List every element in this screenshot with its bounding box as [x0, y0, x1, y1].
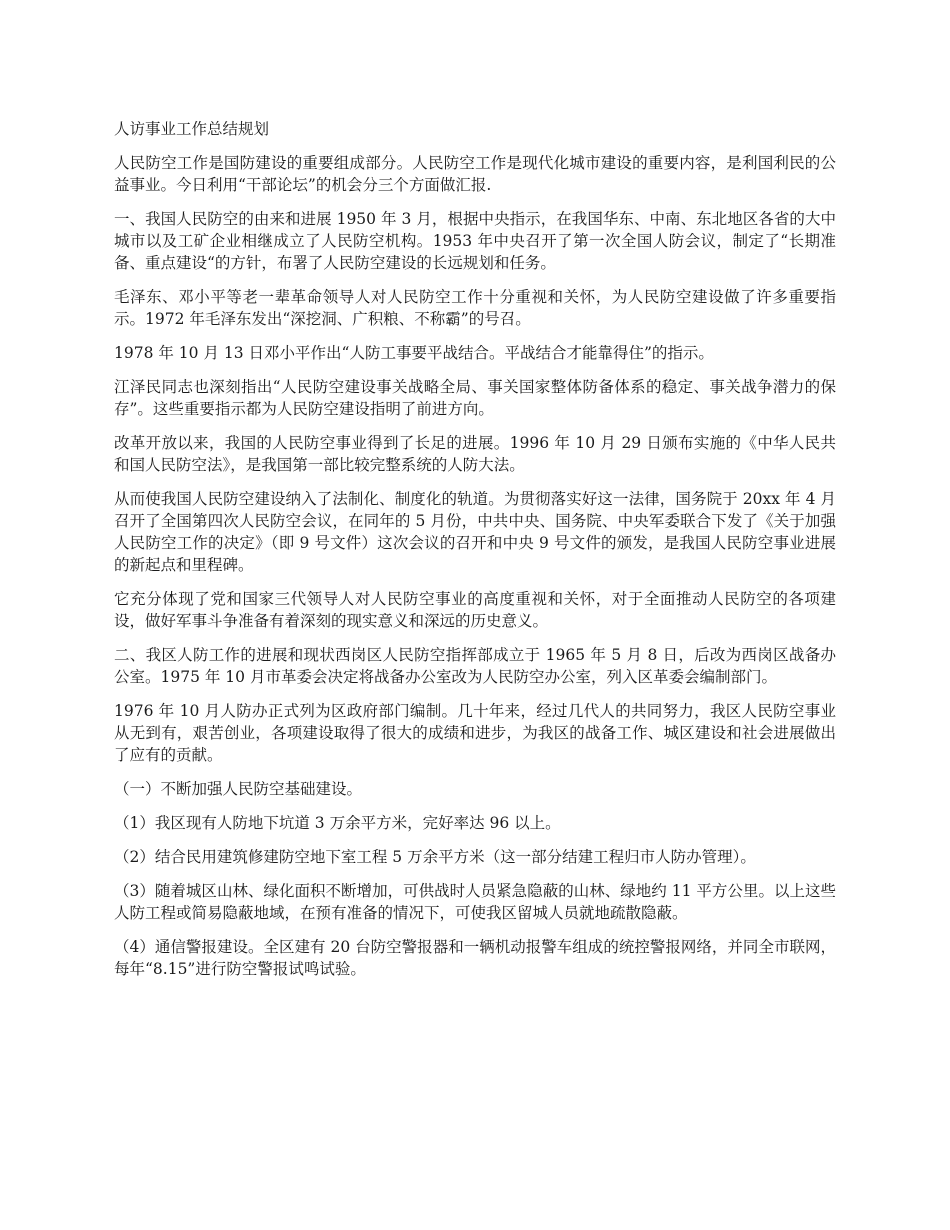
paragraph: （2）结合民用建筑修建防空地下室工程 5 万余平方米（这一部分结建工程归市人防办管理）。: [114, 848, 756, 866]
paragraph: 1978 年 10 月 13 日邓小平作出“人防工事要平战结合。平战结合才能靠得住”的指示。: [114, 344, 714, 362]
paragraph: 改革开放以来，我国的人民防空事业得到了长足的进展。1996 年 10 月 29 日颁布实施的《中华人民共和国人民防空法》，是我国第一部比较完整系统的人防大法。: [114, 434, 836, 474]
paragraph: （一）不断加强人民防空基础建设。: [114, 780, 363, 798]
paragraph: 从而使我国人民防空建设纳入了法制化、制度化的轨道。为贯彻落实好这一法律，国务院于 20xx 年 4 月召开了全国第四次人民防空会议，在同年的 5 月份，中共中央、国务院、中央军委联合下发了《关于加强人民防空工作的决定》（即 9 号文件）这次会议的召开和中央 9 号文件的颁发，是我国人民防空事业进展的新起点和里程碑。: [114, 490, 836, 574]
paragraph: 毛泽东、邓小平等老一辈革命领导人对人民防空工作十分重视和关怀，为人民防空建设做了许多重要指示。1972 年毛泽东发出“深挖洞、广积粮、不称霸”的号召。: [114, 288, 836, 328]
document-title: 人访事业工作总结规划: [114, 120, 270, 138]
paragraph: 人民防空工作是国防建设的重要组成部分。人民防空工作是现代化城市建设的重要内容，是利国利民的公益事业。今日利用“干部论坛”的机会分三个方面做汇报.: [114, 154, 836, 194]
paragraph: （1）我区现有人防地下坑道 3 万余平方米，完好率达 96 以上。: [114, 814, 561, 832]
document-page: [114, 118, 836, 992]
paragraph: （4）通信警报建设。全区建有 20 台防空警报器和一辆机动报警车组成的统控警报网络，并同全市联网，每年“8.15”进行防空警报试鸣试验。: [114, 938, 836, 978]
paragraph: 二、我区人防工作的进展和现状西岗区人民防空指挥部成立于 1965 年 5 月 8 日，后改为西岗区战备办公室。1975 年 10 月市革委会决定将战备办公室改为人民防空办公室，列入区革委会编制部门。: [114, 646, 836, 686]
paragraph: （3）随着城区山林、绿化面积不断增加，可供战时人员紧急隐蔽的山林、绿地约 11 平方公里。以上这些人防工程或简易隐蔽地域，在预有准备的情况下，可使我区留城人员就地疏散隐蔽。: [114, 882, 836, 922]
paragraph: 它充分体现了党和国家三代领导人对人民防空事业的高度重视和关怀，对于全面推动人民防空的各项建设，做好军事斗争准备有着深刻的现实意义和深远的历史意义。: [114, 590, 836, 630]
paragraph: 一、我国人民防空的由来和进展 1950 年 3 月，根据中央指示，在我国华东、中南、东北地区各省的大中城市以及工矿企业相继成立了人民防空机构。1953 年中央召开了第一次全国人防会议，制定了“长期准备、重点建设“的方针，布署了人民防空建设的长远规划和任务。: [114, 210, 836, 272]
paragraph: 江泽民同志也深刻指出“人民防空建设事关战略全局、事关国家整体防备体系的稳定、事关战争潜力的保存”。这些重要指示都为人民防空建设指明了前进方向。: [114, 378, 836, 418]
paragraph: 1976 年 10 月人防办正式列为区政府部门编制。几十年来，经过几代人的共同努力，我区人民防空事业从无到有，艰苦创业，各项建设取得了很大的成绩和进步，为我区的战备工作、城区建设和社会进展做出了应有的贡献。: [114, 702, 836, 764]
